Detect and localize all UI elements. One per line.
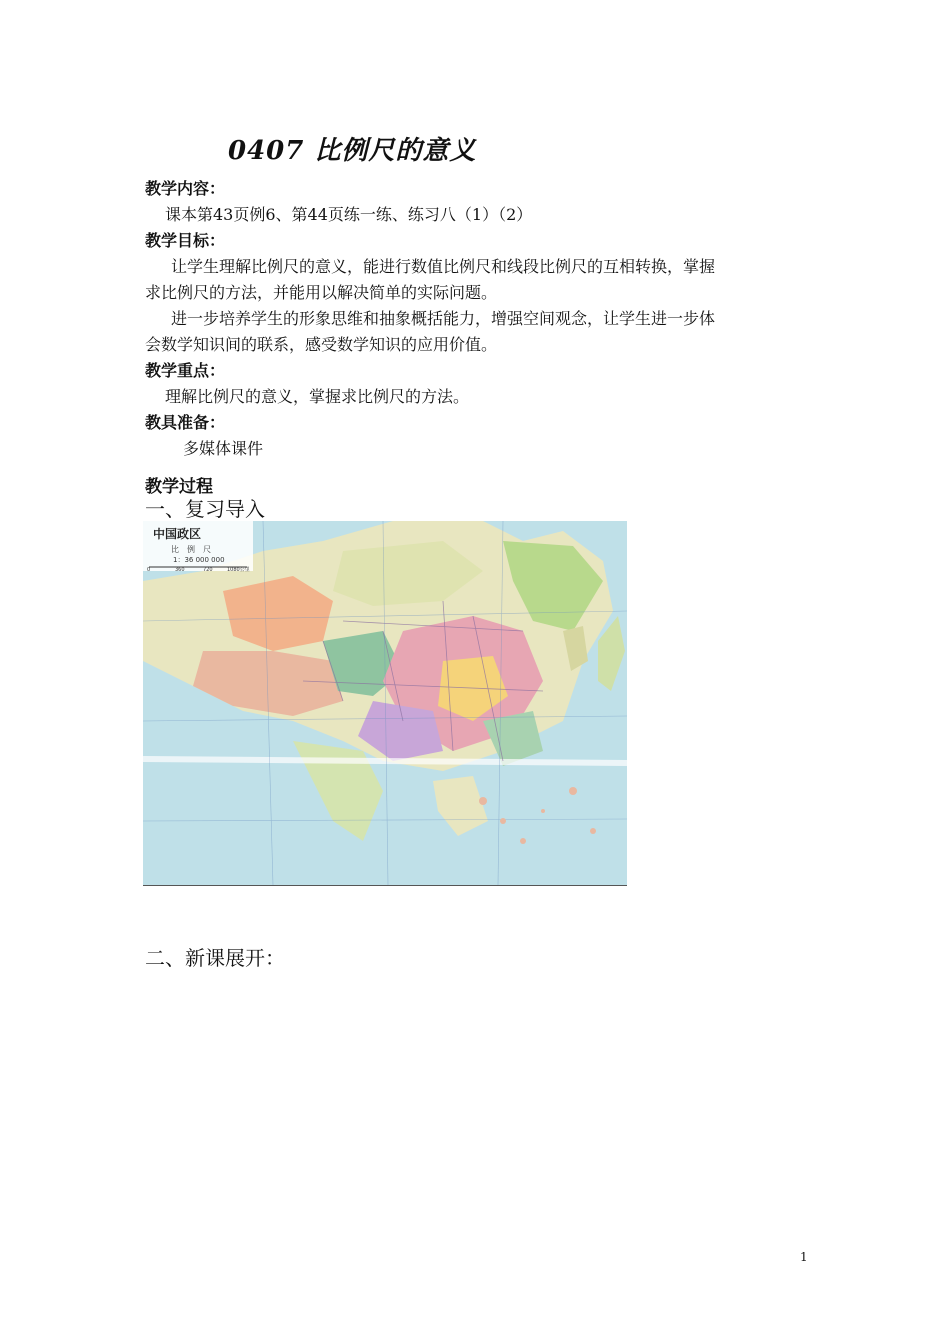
map-scale-tick-2: 720	[203, 567, 213, 573]
process-heading: 教学过程	[145, 477, 213, 497]
content-text: 课本第43页例6、第44页练一练、练习八（1）（2）	[165, 205, 533, 224]
objectives-line-3: 进一步培养学生的形象思维和抽象概括能力，增强空间观念，让学生进一步体	[171, 309, 716, 328]
key-points-heading: 教学重点：	[145, 361, 226, 380]
map-image	[143, 521, 627, 885]
content-heading: 教学内容：	[145, 179, 226, 198]
materials-text: 多媒体课件	[183, 439, 264, 458]
page-title: 0407 比例尺的意义	[228, 136, 477, 166]
page-number: 1	[800, 1250, 808, 1264]
map-scale-tick-1: 360	[175, 567, 185, 573]
objectives-heading: 教学目标：	[145, 231, 226, 250]
map-scale-label: 比 例 尺	[171, 545, 211, 554]
objectives-line-1: 让学生理解比例尺的意义，能进行数值比例尺和线段比例尺的互相转换，掌握	[171, 257, 716, 276]
objectives-line-4: 会数学知识间的联系，感受数学知识的应用价值。	[145, 335, 498, 354]
step-2-heading: 二、新课展开：	[145, 946, 285, 970]
content-section	[145, 176, 810, 462]
china-political-map	[143, 521, 627, 886]
step-1-heading: 一、复习导入	[145, 497, 265, 521]
map-scale-value: 1：36 000 000	[173, 556, 225, 564]
map-scale-tick-0: 0	[147, 567, 151, 573]
map-scale-tick-3: 1080公里	[227, 567, 250, 573]
objectives-line-2: 求比例尺的方法，并能用以解决简单的实际问题。	[145, 283, 498, 302]
map-title: 中国政区	[153, 527, 202, 541]
key-points-text: 理解比例尺的意义，掌握求比例尺的方法。	[165, 387, 470, 406]
materials-heading: 教具准备：	[145, 413, 226, 432]
